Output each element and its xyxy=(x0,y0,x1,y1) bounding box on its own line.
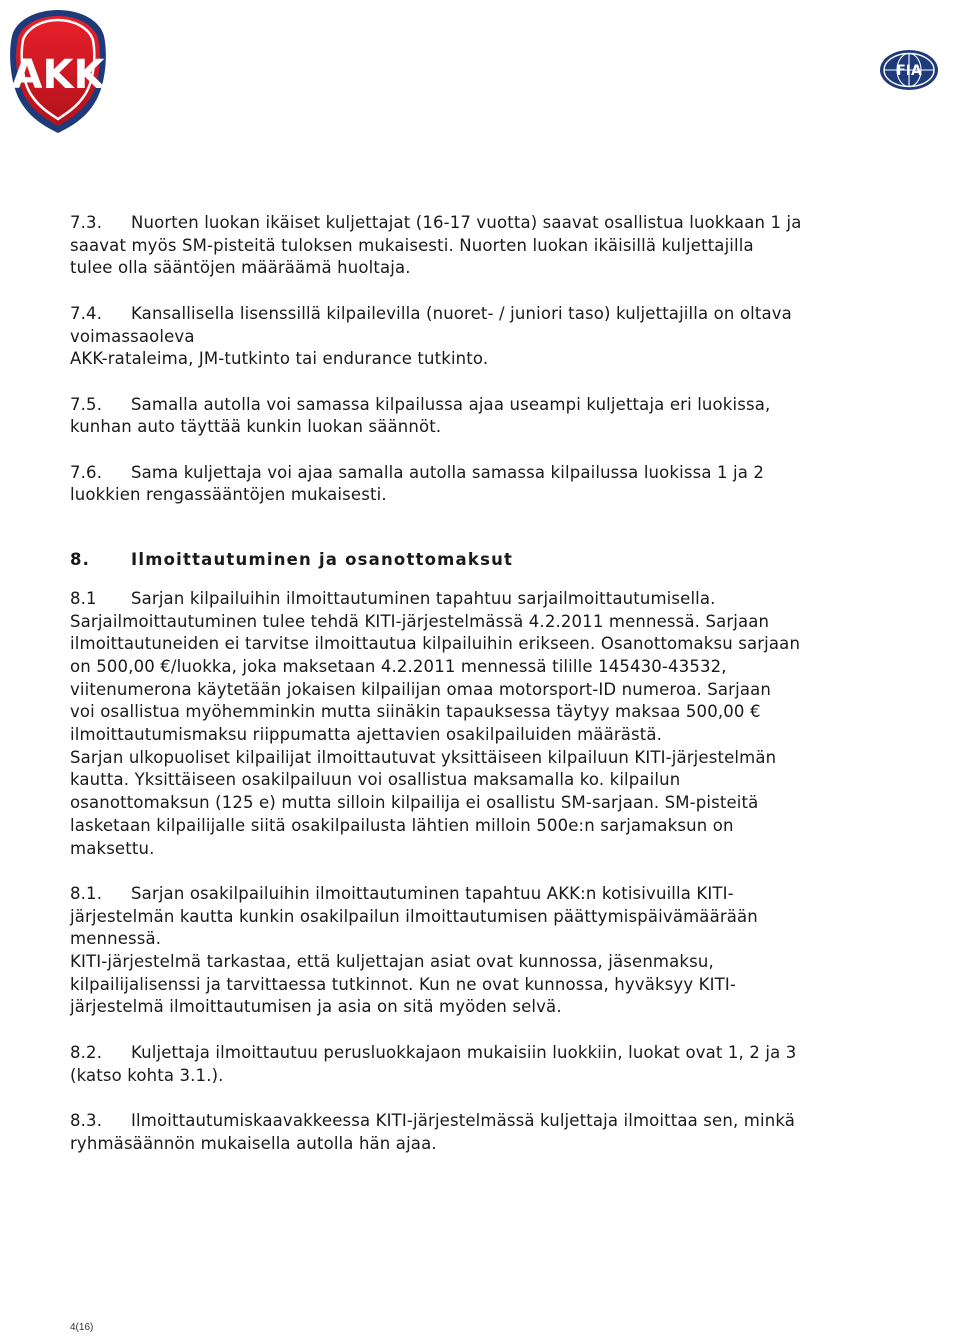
fia-logo-text: FIA xyxy=(896,63,922,79)
paragraph-line: lasketaan kilpailijalle siitä osakilpailusta lähtien milloin 500e:n sarjamaksun on xyxy=(70,815,734,835)
paragraph-line: maksettu. xyxy=(70,838,155,858)
paragraph-line: 8.1 Sarjan kilpailuihin ilmoittautuminen tapahtuu sarjailmoittautumisella. xyxy=(70,588,900,611)
paragraph-line: 7.5. Samalla autolla voi samassa kilpailussa ajaa useampi kuljettaja eri luokissa, xyxy=(70,394,900,417)
paragraph-line: saavat myös SM-pisteitä tuloksen mukaisesti. Nuorten luokan ikäisillä kuljettajilla xyxy=(70,235,754,255)
akk-logo-text: AKK xyxy=(11,52,105,98)
section-number: 7.6. xyxy=(70,462,103,482)
section-number: 7.4. xyxy=(70,303,103,323)
paragraph-line: 8.3. Ilmoittautumiskaavakkeessa KITI-järjestelmässä kuljettaja ilmoittaa sen, minkä xyxy=(70,1110,900,1133)
paragraph-line: 8.1. Sarjan osakilpailuihin ilmoittautuminen tapahtuu AKK:n kotisivuilla KITI- xyxy=(70,883,900,906)
paragraph-line: kunhan auto täyttää kunkin luokan säännöt. xyxy=(70,417,442,437)
paragraph-line: Sarjan ulkopuoliset kilpailijat ilmoittautuvat yksittäiseen kilpailuun KITI-järjestelmän xyxy=(70,747,777,767)
section-number: 8.3. xyxy=(70,1110,103,1130)
paragraph-line: 8.2. Kuljettaja ilmoittautuu perusluokkajaon mukaisiin luokkiin, luokat ovat 1, 2 ja 3 xyxy=(70,1042,900,1065)
section-number: 8.1. xyxy=(70,883,103,903)
akk-logo xyxy=(6,6,110,136)
section-7-4 xyxy=(70,303,900,371)
section-7-5 xyxy=(70,394,900,439)
paragraph-line: järjestelmä ilmoittautumisen ja asia on sitä myöden selvä. xyxy=(70,997,562,1017)
paragraph-line: luokkien rengassääntöjen mukaisesti. xyxy=(70,485,387,505)
paragraph-line: tulee olla sääntöjen määräämä huoltaja. xyxy=(70,258,411,278)
paragraph-line: ilmoittautuneiden ei tarvitse ilmoittautua kilpailuihin erikseen. Osanottomaksu sarjaan xyxy=(70,634,801,654)
section-8-2 xyxy=(70,1042,900,1087)
paragraph-line: KITI-järjestelmä tarkastaa, että kuljettajan asiat ovat kunnossa, jäsenmaksu, xyxy=(70,952,714,972)
paragraph-line: Sarjailmoittautuminen tulee tehdä KITI-järjestelmässä 4.2.2011 mennessä. Sarjaan xyxy=(70,611,770,631)
paragraph-line: on 500,00 €/luokka, joka maksetaan 4.2.2011 mennessä tilille 145430-43532, xyxy=(70,656,727,676)
page-number: 4(16) xyxy=(70,1322,94,1333)
section-number: 7.3. xyxy=(70,213,103,232)
fia-logo xyxy=(878,48,940,92)
paragraph-line: (katso kohta 3.1.). xyxy=(70,1065,224,1085)
paragraph-line: ilmoittautumismaksu riippumatta ajettavien osakilpailuiden määrästä. xyxy=(70,725,663,745)
paragraph-line: osanottomaksun (125 e) mutta silloin kilpailija ei osallistu SM-sarjaan. SM-pisteitä xyxy=(70,793,759,813)
section-7-3 xyxy=(70,212,900,280)
section-number: 8.2. xyxy=(70,1042,103,1062)
section-number: 8.1 xyxy=(70,588,97,608)
paragraph-line: AKK-rataleima, JM-tutkinto tai endurance tutkinto. xyxy=(70,349,489,369)
section-number: 7.5. xyxy=(70,394,103,414)
paragraph-line: mennessä. xyxy=(70,929,162,949)
paragraph-line: kautta. Yksittäiseen osakilpailuun voi osallistua maksamalla ko. kilpailun xyxy=(70,770,681,790)
paragraph-line: järjestelmän kautta kunkin osakilpailun ilmoittautumisen päättymispäivämäärään xyxy=(70,906,758,926)
paragraph-line: 7.4. Kansallisella lisenssillä kilpailevilla (nuoret- / juniori taso) kuljettajilla on oltava xyxy=(70,303,900,326)
section-8-1-events xyxy=(70,883,900,1019)
paragraph-line: 7.6. Sama kuljettaja voi ajaa samalla autolla samassa kilpailussa luokissa 1 ja 2 xyxy=(70,462,900,485)
section-8-1-series xyxy=(70,588,900,860)
section-8-3 xyxy=(70,1110,900,1155)
document-body xyxy=(70,212,900,1178)
paragraph-line: voimassaoleva xyxy=(70,326,195,346)
paragraph-line: 7.3. Nuorten luokan ikäiset kuljettajat (16-17 vuotta) saavat osallistua luokkaan 1 ja xyxy=(70,212,900,235)
heading-title: Ilmoittautuminen ja osanottomaksut xyxy=(131,550,514,570)
paragraph-line: viitenumerona käytetään jokaisen kilpailijan omaa motorsport-ID numeroa. Sarjaan xyxy=(70,679,771,699)
paragraph-line: ryhmäsäännön mukaisella autolla hän ajaa. xyxy=(70,1133,437,1153)
section-7-6 xyxy=(70,462,900,507)
paragraph-line: voi osallistua myöhemminkin mutta siinäkin tapauksessa täytyy maksaa 500,00 € xyxy=(70,702,761,722)
heading-number: 8. xyxy=(70,550,91,570)
section-heading xyxy=(70,549,900,572)
paragraph-line: kilpailijalisenssi ja tarvittaessa tutkinnot. Kun ne ovat kunnossa, hyväksyy KITI- xyxy=(70,974,736,994)
